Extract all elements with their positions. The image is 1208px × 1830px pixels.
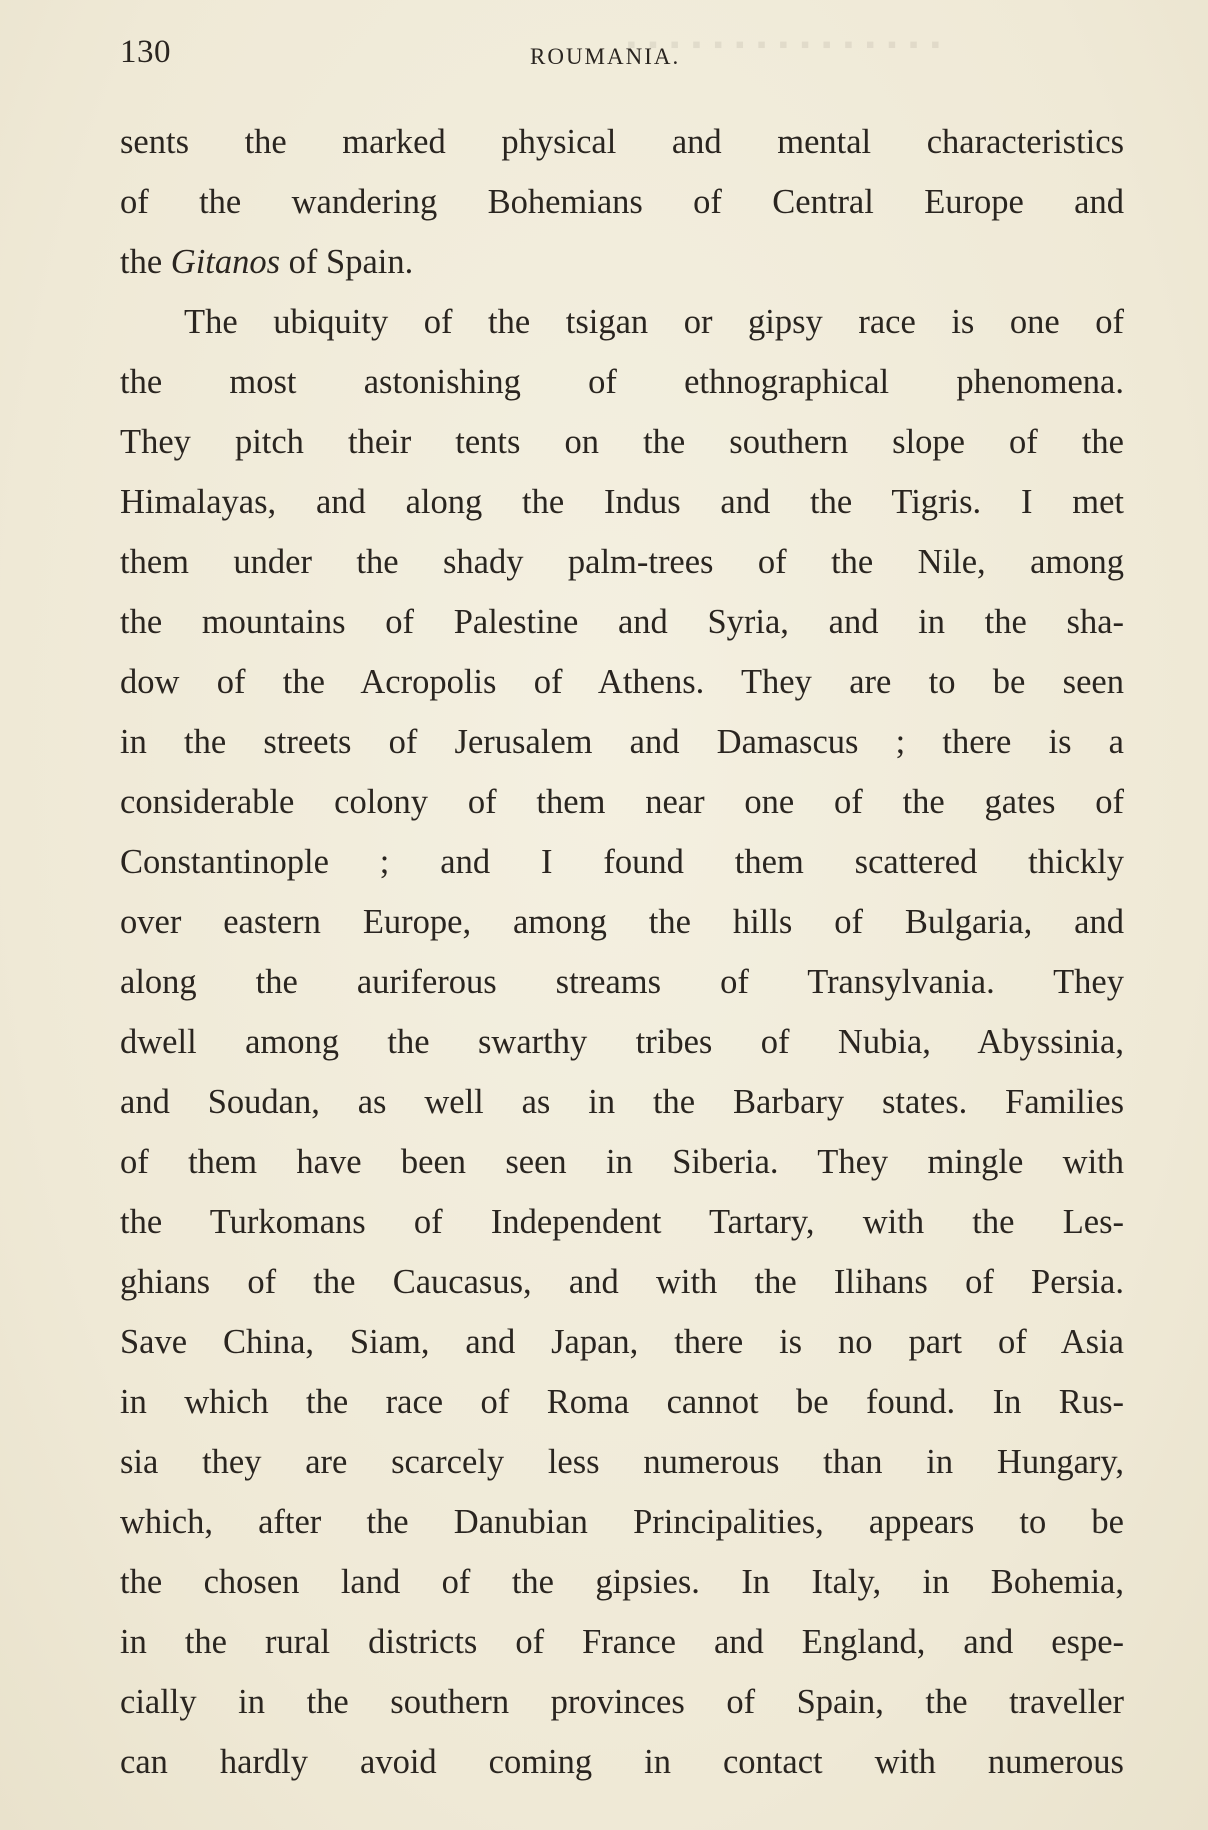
text-line: sents the marked physical and mental characteristics bbox=[120, 123, 1124, 161]
text-line: Save China, Siam, and Japan, there is no part of Asia bbox=[120, 1323, 1124, 1361]
text-line: of the wandering Bohemians of Central Europe and bbox=[120, 183, 1124, 221]
text-line: the chosen land of the gipsies. In Italy, in Bohemia, bbox=[120, 1563, 1124, 1601]
text-line: Constantinople ; and I found them scattered thickly bbox=[120, 843, 1124, 881]
text-line: The ubiquity of the tsigan or gipsy race is one of bbox=[184, 303, 1124, 341]
bleed-through-ink: ▪ ▪ ▪ ▪ ▪ ▪ ▪ ▪ ▪ ▪ ▪ ▪ ▪ ▪ ▪ bbox=[623, 30, 940, 59]
text-line: in the streets of Jerusalem and Damascus ; there is a bbox=[120, 723, 1124, 761]
text-line: in the rural districts of France and England, and espe- bbox=[120, 1623, 1124, 1661]
text-line bbox=[120, 232, 1124, 292]
page-number: 130 bbox=[120, 34, 171, 70]
text-line: dow of the Acropolis of Athens. They are to be seen bbox=[120, 663, 1124, 701]
body-text bbox=[120, 112, 1124, 1792]
text-line: considerable colony of them near one of the gates of bbox=[120, 783, 1124, 821]
text-line: and Soudan, as well as in the Barbary states. Families bbox=[120, 1083, 1124, 1121]
text-line: of them have been seen in Siberia. They mingle with bbox=[120, 1143, 1124, 1181]
text-line: over eastern Europe, among the hills of Bulgaria, and bbox=[120, 903, 1124, 941]
text-line: the mountains of Palestine and Syria, and in the sha- bbox=[120, 603, 1124, 641]
text-line: them under the shady palm-trees of the Nile, among bbox=[120, 543, 1124, 581]
text-line: the most astonishing of ethnographical phenomena. bbox=[120, 363, 1124, 401]
text-line: in which the race of Roma cannot be found. In Rus- bbox=[120, 1383, 1124, 1421]
paragraph-1 bbox=[120, 112, 1124, 292]
running-title: ROUMANIA. bbox=[530, 44, 681, 69]
text-line: the Turkomans of Independent Tartary, with the Les- bbox=[120, 1203, 1124, 1241]
text-line: sia they are scarcely less numerous than in Hungary, bbox=[120, 1443, 1124, 1481]
paragraph-2 bbox=[120, 292, 1124, 1792]
text-line: dwell among the swarthy tribes of Nubia, Abyssinia, bbox=[120, 1023, 1124, 1061]
text-line: along the auriferous streams of Transylvania. They bbox=[120, 963, 1124, 1001]
text-line: cially in the southern provinces of Spain, the traveller bbox=[120, 1683, 1124, 1721]
text-line: which, after the Danubian Principalities, appears to be bbox=[120, 1503, 1124, 1541]
running-header bbox=[120, 34, 1100, 78]
text-run: of Spain. bbox=[280, 243, 414, 281]
text-line: ghians of the Caucasus, and with the Ilihans of Persia. bbox=[120, 1263, 1124, 1301]
text-line: Himalayas, and along the Indus and the Tigris. I met bbox=[120, 483, 1124, 521]
text-run: the bbox=[120, 243, 171, 281]
text-line: can hardly avoid coming in contact with numerous bbox=[120, 1743, 1124, 1781]
italic-term-gitanos: Gitanos bbox=[170, 243, 281, 281]
text-line: They pitch their tents on the southern slope of the bbox=[120, 423, 1124, 461]
